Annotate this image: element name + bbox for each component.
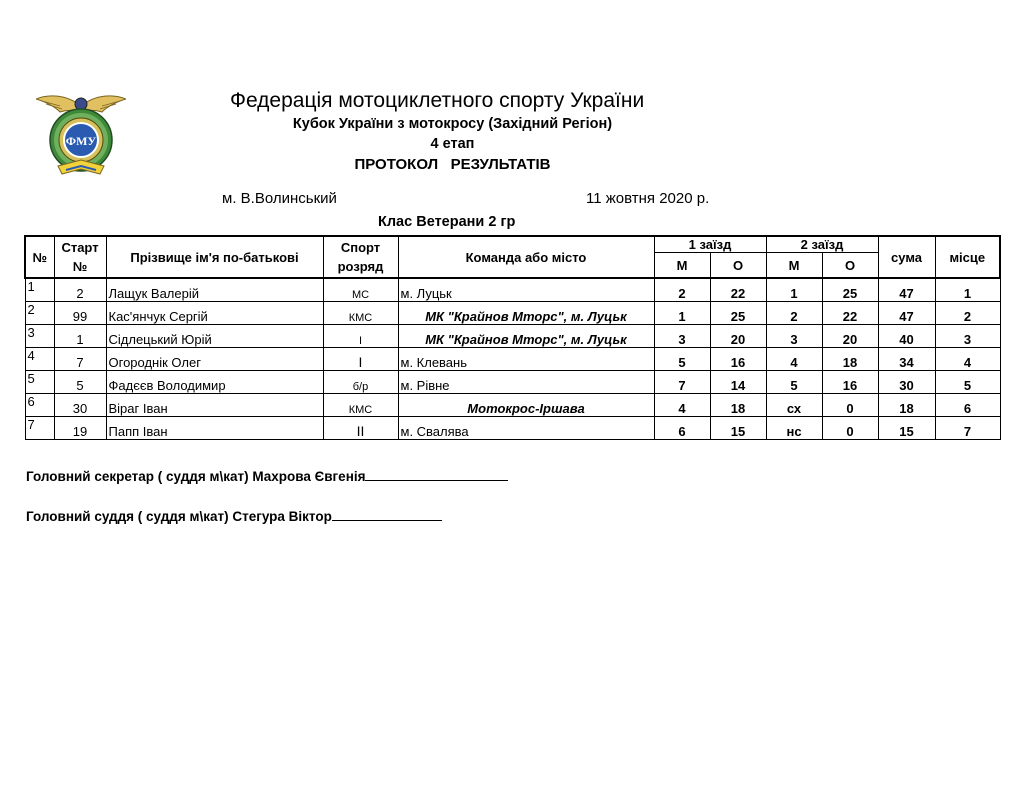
- cell-race2-o: 0: [822, 417, 878, 440]
- header-row-1: [25, 236, 1000, 253]
- secretary-signature: [26, 466, 508, 484]
- cell-race1-m: 1: [654, 302, 710, 325]
- cell-team: Мотокрос-Іршава: [398, 394, 654, 417]
- cell-team: м. Свалява: [398, 417, 654, 440]
- cell-rank: І: [323, 325, 398, 348]
- cell-start: 30: [54, 394, 106, 417]
- cell-race1-m: 4: [654, 394, 710, 417]
- cell-race2-o: 25: [822, 278, 878, 302]
- cell-num: 7: [25, 417, 54, 440]
- cell-race1-m: 2: [654, 278, 710, 302]
- cell-start: 5: [54, 371, 106, 394]
- cell-start: 99: [54, 302, 106, 325]
- cell-race2-m: 4: [766, 348, 822, 371]
- col-header-sum: сума: [878, 236, 935, 278]
- signature-line: [365, 466, 508, 481]
- col-header-place: місце: [935, 236, 1000, 278]
- secretary-label: Головний секретар ( суддя м\кат) Махрова Євгенія: [26, 469, 366, 484]
- cell-sum: 40: [878, 325, 935, 348]
- cell-race2-o: 22: [822, 302, 878, 325]
- cell-num: 3: [25, 325, 54, 348]
- cell-team: м. Клевань: [398, 348, 654, 371]
- cell-start: 1: [54, 325, 106, 348]
- cell-rank: ІІ: [323, 417, 398, 440]
- col-header-num: №: [25, 236, 54, 278]
- cell-team: м. Луцьк: [398, 278, 654, 302]
- cell-start: 2: [54, 278, 106, 302]
- protocol-title: ПРОТОКОЛ РЕЗУЛЬТАТІВ: [354, 156, 551, 173]
- signature-line: [332, 506, 442, 521]
- cell-race2-o: 16: [822, 371, 878, 394]
- col-header-race1-m: М: [654, 253, 710, 279]
- cell-sum: 47: [878, 302, 935, 325]
- cell-num: 5: [25, 371, 54, 394]
- cell-team: м. Рівне: [398, 371, 654, 394]
- cell-place: 7: [935, 417, 1000, 440]
- cell-name: Віраг Іван: [106, 394, 323, 417]
- cell-name: Фадєєв Володимир: [106, 371, 323, 394]
- cell-race1-m: 5: [654, 348, 710, 371]
- cell-sum: 30: [878, 371, 935, 394]
- event-place: м. В.Волинський: [222, 190, 337, 207]
- cell-name: Лащук Валерій: [106, 278, 323, 302]
- cup-title: Кубок України з мотокросу (Західний Регіон): [292, 116, 613, 132]
- cell-race1-o: 20: [710, 325, 766, 348]
- cell-num: 2: [25, 302, 54, 325]
- class-title: Клас Ветерани 2 гр: [378, 214, 516, 230]
- cell-place: 1: [935, 278, 1000, 302]
- cell-race2-m: 2: [766, 302, 822, 325]
- cell-race2-m: 3: [766, 325, 822, 348]
- table-row: [25, 394, 1000, 417]
- cell-race1-o: 16: [710, 348, 766, 371]
- cell-race2-m: нс: [766, 417, 822, 440]
- cell-team: МК "Крайнов Мторс", м. Луцьк: [398, 325, 654, 348]
- judge-signature: [26, 506, 442, 524]
- cell-sum: 15: [878, 417, 935, 440]
- cell-race2-o: 0: [822, 394, 878, 417]
- cell-name: Кас'янчук Сергій: [106, 302, 323, 325]
- col-header-race1-o: О: [710, 253, 766, 279]
- col-header-team: Команда або місто: [398, 236, 654, 278]
- cell-rank: МС: [323, 278, 398, 302]
- cell-race2-m: 5: [766, 371, 822, 394]
- col-header-name: Прізвище ім'я по-батькові: [106, 236, 323, 278]
- cell-place: 5: [935, 371, 1000, 394]
- cell-race1-m: 3: [654, 325, 710, 348]
- cell-race1-m: 7: [654, 371, 710, 394]
- logo-letters: ФМУ: [65, 134, 97, 148]
- table-row: [25, 417, 1000, 440]
- cell-race1-m: 6: [654, 417, 710, 440]
- judge-label: Головний суддя ( суддя м\кат) Стегура Віктор: [26, 509, 332, 524]
- cell-race2-o: 20: [822, 325, 878, 348]
- cell-race2-m: 1: [766, 278, 822, 302]
- cell-start: 7: [54, 348, 106, 371]
- cell-num: 4: [25, 348, 54, 371]
- col-header-rank: Спорт розряд: [323, 236, 398, 278]
- table-row: [25, 325, 1000, 348]
- col-header-race2-m: М: [766, 253, 822, 279]
- cell-sum: 47: [878, 278, 935, 302]
- cell-rank: б/р: [323, 371, 398, 394]
- federation-title: Федерація мотоциклетного спорту України: [230, 89, 645, 112]
- stage-title: 4 етап: [430, 136, 475, 152]
- cell-place: 2: [935, 302, 1000, 325]
- col-header-race1: 1 заїзд: [654, 236, 766, 253]
- cell-sum: 18: [878, 394, 935, 417]
- cell-race1-o: 15: [710, 417, 766, 440]
- cell-start: 19: [54, 417, 106, 440]
- cell-rank: КМС: [323, 394, 398, 417]
- table-row: [25, 348, 1000, 371]
- results-table: [24, 235, 1001, 440]
- col-header-race2-o: О: [822, 253, 878, 279]
- table-row: [25, 371, 1000, 394]
- col-header-start: Старт №: [54, 236, 106, 278]
- cell-rank: І: [323, 348, 398, 371]
- cell-name: Огороднік Олег: [106, 348, 323, 371]
- cell-race2-m: сх: [766, 394, 822, 417]
- cell-place: 4: [935, 348, 1000, 371]
- cell-name: Сідлецький Юрій: [106, 325, 323, 348]
- cell-race2-o: 18: [822, 348, 878, 371]
- cell-num: 6: [25, 394, 54, 417]
- cell-race1-o: 18: [710, 394, 766, 417]
- cell-sum: 34: [878, 348, 935, 371]
- cell-rank: КМС: [323, 302, 398, 325]
- table-row: [25, 278, 1000, 302]
- cell-place: 6: [935, 394, 1000, 417]
- cell-team: МК "Крайнов Мторс", м. Луцьк: [398, 302, 654, 325]
- cell-race1-o: 14: [710, 371, 766, 394]
- cell-race1-o: 22: [710, 278, 766, 302]
- col-header-race2: 2 заїзд: [766, 236, 878, 253]
- cell-name: Папп Іван: [106, 417, 323, 440]
- cell-race1-o: 25: [710, 302, 766, 325]
- event-date: 11 жовтня 2020 р.: [586, 190, 710, 207]
- cell-num: 1: [25, 278, 54, 302]
- cell-place: 3: [935, 325, 1000, 348]
- table-row: [25, 302, 1000, 325]
